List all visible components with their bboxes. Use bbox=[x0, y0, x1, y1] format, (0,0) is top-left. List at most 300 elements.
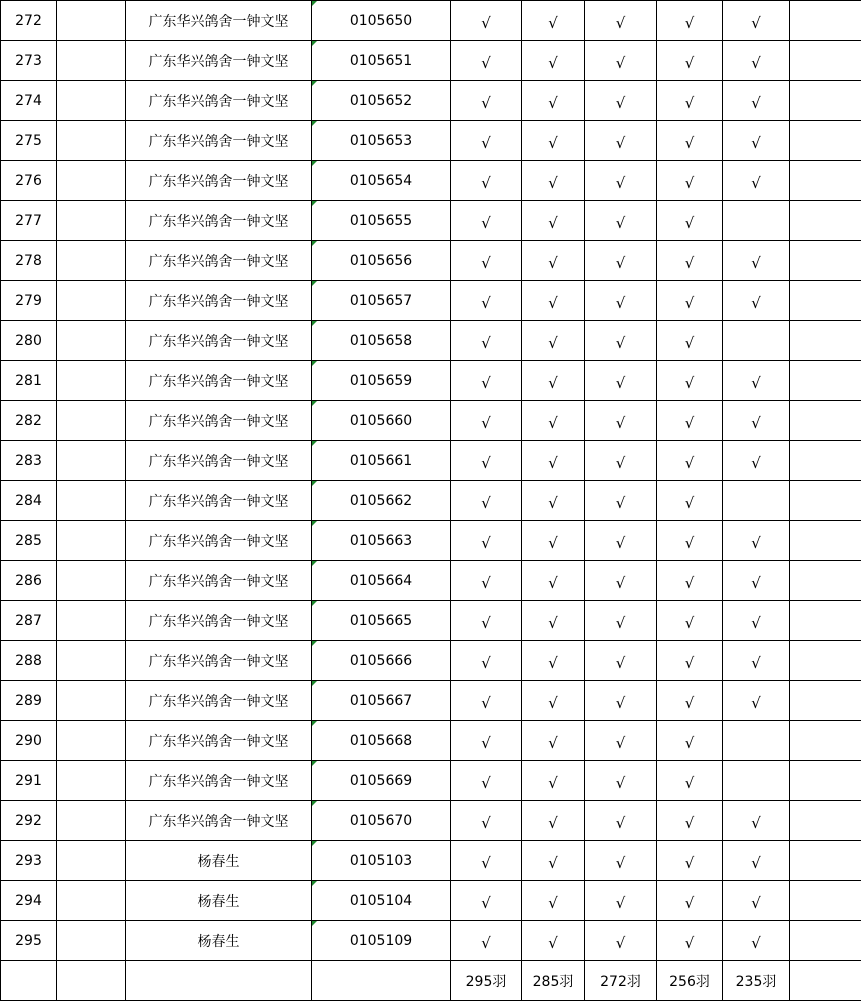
check-mark: √ bbox=[481, 373, 491, 392]
blank-cell[interactable] bbox=[790, 561, 861, 601]
check-cell-3[interactable] bbox=[585, 441, 657, 481]
check-cell-5[interactable] bbox=[723, 561, 790, 601]
check-cell-3[interactable] bbox=[585, 241, 657, 281]
owner-cell[interactable]: 杨春生 bbox=[126, 881, 312, 921]
owner-cell[interactable]: 广东华兴鸽舍一钟文坚 bbox=[126, 481, 312, 521]
check-cell-3[interactable] bbox=[585, 41, 657, 81]
blank-cell[interactable] bbox=[790, 401, 861, 441]
check-cell-4[interactable] bbox=[657, 281, 723, 321]
check-cell-1[interactable] bbox=[451, 841, 522, 881]
check-mark: √ bbox=[684, 733, 695, 752]
check-mark: √ bbox=[481, 893, 491, 912]
check-cell-4[interactable] bbox=[657, 361, 723, 401]
ring-number-cell[interactable]: 0105657 bbox=[312, 281, 451, 321]
ring-number-cell[interactable]: 0105665 bbox=[312, 601, 451, 641]
check-cell-2[interactable] bbox=[522, 521, 585, 561]
check-cell-5[interactable] bbox=[723, 841, 790, 881]
check-cell-3[interactable] bbox=[585, 1, 657, 41]
check-cell-3[interactable] bbox=[585, 761, 657, 801]
check-mark: √ bbox=[481, 93, 491, 112]
blank-cell[interactable] bbox=[790, 721, 861, 761]
check-cell-3[interactable] bbox=[585, 801, 657, 841]
ring-number-cell[interactable]: 0105104 bbox=[312, 881, 451, 921]
check-cell-2[interactable] bbox=[522, 1, 585, 41]
row-number-cell[interactable]: 272 bbox=[1, 1, 57, 41]
row-number-cell[interactable]: 274 bbox=[1, 81, 57, 121]
check-mark: √ bbox=[481, 53, 491, 72]
blank-cell[interactable] bbox=[790, 761, 861, 801]
check-cell-5[interactable] bbox=[723, 761, 790, 801]
ring-number-cell[interactable]: 0105651 bbox=[312, 41, 451, 81]
owner-cell[interactable]: 广东华兴鸽舍一钟文坚 bbox=[126, 121, 312, 161]
check-cell-1[interactable] bbox=[451, 321, 522, 361]
check-cell-5[interactable] bbox=[723, 801, 790, 841]
check-cell-4[interactable] bbox=[657, 1, 723, 41]
owner-cell[interactable]: 广东华兴鸽舍一钟文坚 bbox=[126, 681, 312, 721]
blank-cell[interactable] bbox=[790, 681, 861, 721]
owner-cell[interactable]: 广东华兴鸽舍一钟文坚 bbox=[126, 801, 312, 841]
check-cell-1[interactable] bbox=[451, 1, 522, 41]
check-mark: √ bbox=[615, 453, 626, 472]
ring-number-cell[interactable]: 0105667 bbox=[312, 681, 451, 721]
blank-cell[interactable] bbox=[790, 361, 861, 401]
check-cell-2[interactable] bbox=[522, 881, 585, 921]
check-cell-5[interactable] bbox=[723, 41, 790, 81]
blank-cell[interactable] bbox=[57, 761, 126, 801]
check-mark: √ bbox=[481, 493, 491, 512]
check-cell-1[interactable] bbox=[451, 801, 522, 841]
check-cell-2[interactable] bbox=[522, 161, 585, 201]
row-number-cell[interactable]: 295 bbox=[1, 921, 57, 961]
check-cell-3[interactable] bbox=[585, 161, 657, 201]
ring-number-cell[interactable]: 0105652 bbox=[312, 81, 451, 121]
check-cell-4[interactable] bbox=[657, 601, 723, 641]
owner-cell[interactable]: 广东华兴鸽舍一钟文坚 bbox=[126, 641, 312, 681]
check-cell-4[interactable] bbox=[657, 761, 723, 801]
check-cell-2[interactable] bbox=[522, 641, 585, 681]
check-mark: √ bbox=[684, 773, 695, 792]
blank-cell[interactable] bbox=[790, 281, 861, 321]
check-cell-4[interactable] bbox=[657, 161, 723, 201]
check-cell-3[interactable] bbox=[585, 521, 657, 561]
check-cell-4[interactable] bbox=[657, 441, 723, 481]
row-number-cell[interactable]: 289 bbox=[1, 681, 57, 721]
check-cell-3[interactable] bbox=[585, 201, 657, 241]
blank-cell[interactable] bbox=[57, 801, 126, 841]
check-cell-2[interactable] bbox=[522, 281, 585, 321]
check-cell-3[interactable] bbox=[585, 721, 657, 761]
ring-number-cell[interactable]: 0105668 bbox=[312, 721, 451, 761]
check-cell-2[interactable] bbox=[522, 481, 585, 521]
row-number-cell[interactable]: 280 bbox=[1, 321, 57, 361]
check-cell-1[interactable] bbox=[451, 881, 522, 921]
ring-number-cell[interactable]: 0105663 bbox=[312, 521, 451, 561]
check-cell-2[interactable] bbox=[522, 81, 585, 121]
blank-cell[interactable] bbox=[57, 841, 126, 881]
check-cell-5[interactable] bbox=[723, 161, 790, 201]
check-mark: √ bbox=[548, 733, 558, 752]
check-cell-1[interactable] bbox=[451, 441, 522, 481]
blank-cell[interactable] bbox=[790, 201, 861, 241]
owner-cell[interactable]: 广东华兴鸽舍一钟文坚 bbox=[126, 81, 312, 121]
check-cell-5[interactable] bbox=[723, 321, 790, 361]
check-cell-5[interactable] bbox=[723, 881, 790, 921]
check-cell-1[interactable] bbox=[451, 401, 522, 441]
check-mark: √ bbox=[548, 653, 558, 672]
check-cell-1[interactable] bbox=[451, 281, 522, 321]
blank-cell[interactable] bbox=[57, 281, 126, 321]
check-mark: √ bbox=[615, 53, 626, 72]
check-cell-3[interactable] bbox=[585, 321, 657, 361]
check-cell-1[interactable] bbox=[451, 121, 522, 161]
ring-number-cell[interactable]: 0105666 bbox=[312, 641, 451, 681]
check-cell-3[interactable] bbox=[585, 881, 657, 921]
blank-cell[interactable] bbox=[57, 321, 126, 361]
check-mark: √ bbox=[684, 333, 695, 352]
check-cell-5[interactable] bbox=[723, 681, 790, 721]
check-mark: √ bbox=[684, 693, 695, 712]
check-mark: √ bbox=[615, 733, 626, 752]
blank-cell[interactable] bbox=[57, 481, 126, 521]
check-mark: √ bbox=[548, 893, 558, 912]
owner-cell[interactable]: 广东华兴鸽舍一钟文坚 bbox=[126, 601, 312, 641]
totals-blank-cell[interactable] bbox=[126, 961, 312, 1001]
owner-cell[interactable]: 杨春生 bbox=[126, 841, 312, 881]
check-mark: √ bbox=[615, 893, 626, 912]
check-cell-3[interactable] bbox=[585, 281, 657, 321]
check-cell-5[interactable] bbox=[723, 441, 790, 481]
row-number-cell[interactable]: 288 bbox=[1, 641, 57, 681]
check-mark: √ bbox=[615, 813, 626, 832]
check-cell-2[interactable] bbox=[522, 41, 585, 81]
blank-cell[interactable] bbox=[790, 601, 861, 641]
check-cell-2[interactable] bbox=[522, 401, 585, 441]
blank-cell[interactable] bbox=[790, 321, 861, 361]
blank-cell[interactable] bbox=[57, 601, 126, 641]
row-number-cell[interactable]: 284 bbox=[1, 481, 57, 521]
check-cell-2[interactable] bbox=[522, 121, 585, 161]
totals-blank-cell[interactable] bbox=[1, 961, 57, 1001]
row-number-cell[interactable]: 283 bbox=[1, 441, 57, 481]
table-row bbox=[1, 161, 861, 201]
row-number-cell[interactable]: 293 bbox=[1, 841, 57, 881]
check-cell-5[interactable] bbox=[723, 121, 790, 161]
check-cell-1[interactable] bbox=[451, 361, 522, 401]
blank-cell[interactable] bbox=[57, 921, 126, 961]
row-number-cell[interactable]: 282 bbox=[1, 401, 57, 441]
check-mark: √ bbox=[684, 133, 695, 152]
check-cell-5[interactable] bbox=[723, 641, 790, 681]
row-number-cell[interactable]: 273 bbox=[1, 41, 57, 81]
check-cell-1[interactable] bbox=[451, 601, 522, 641]
check-mark: √ bbox=[751, 373, 761, 392]
check-cell-3[interactable] bbox=[585, 401, 657, 441]
table-row bbox=[1, 921, 861, 961]
row-number-cell[interactable]: 291 bbox=[1, 761, 57, 801]
blank-cell[interactable] bbox=[57, 361, 126, 401]
row-number-cell[interactable]: 281 bbox=[1, 361, 57, 401]
check-cell-5[interactable] bbox=[723, 721, 790, 761]
check-cell-1[interactable] bbox=[451, 521, 522, 561]
check-cell-3[interactable] bbox=[585, 361, 657, 401]
check-cell-4[interactable] bbox=[657, 81, 723, 121]
ring-number-cell[interactable]: 0105650 bbox=[312, 1, 451, 41]
blank-cell[interactable] bbox=[790, 921, 861, 961]
blank-cell[interactable] bbox=[57, 721, 126, 761]
check-cell-2[interactable] bbox=[522, 361, 585, 401]
row-number-cell[interactable]: 275 bbox=[1, 121, 57, 161]
check-cell-5[interactable] bbox=[723, 921, 790, 961]
blank-cell[interactable] bbox=[790, 801, 861, 841]
check-cell-2[interactable] bbox=[522, 721, 585, 761]
ring-number-cell[interactable]: 0105662 bbox=[312, 481, 451, 521]
owner-cell[interactable]: 广东华兴鸽舍一钟文坚 bbox=[126, 721, 312, 761]
check-cell-4[interactable] bbox=[657, 121, 723, 161]
check-cell-1[interactable] bbox=[451, 761, 522, 801]
check-cell-5[interactable] bbox=[723, 401, 790, 441]
check-cell-1[interactable] bbox=[451, 641, 522, 681]
check-cell-5[interactable] bbox=[723, 281, 790, 321]
owner-cell[interactable]: 杨春生 bbox=[126, 921, 312, 961]
owner-cell[interactable]: 广东华兴鸽舍一钟文坚 bbox=[126, 441, 312, 481]
totals-blank-cell[interactable] bbox=[57, 961, 126, 1001]
owner-cell[interactable]: 广东华兴鸽舍一钟文坚 bbox=[126, 201, 312, 241]
check-cell-4[interactable] bbox=[657, 681, 723, 721]
owner-cell[interactable]: 广东华兴鸽舍一钟文坚 bbox=[126, 401, 312, 441]
check-cell-3[interactable] bbox=[585, 841, 657, 881]
check-cell-3[interactable] bbox=[585, 481, 657, 521]
blank-cell[interactable] bbox=[790, 1, 861, 41]
check-mark: √ bbox=[684, 253, 695, 272]
blank-cell[interactable] bbox=[57, 681, 126, 721]
check-cell-4[interactable] bbox=[657, 401, 723, 441]
check-mark: √ bbox=[615, 653, 626, 672]
ring-number-cell[interactable]: 0105659 bbox=[312, 361, 451, 401]
check-mark: √ bbox=[615, 253, 626, 272]
ring-number-cell[interactable]: 0105654 bbox=[312, 161, 451, 201]
check-mark: √ bbox=[615, 493, 626, 512]
row-number-cell[interactable]: 287 bbox=[1, 601, 57, 641]
check-cell-4[interactable] bbox=[657, 641, 723, 681]
blank-cell[interactable] bbox=[790, 41, 861, 81]
ring-number-cell[interactable]: 0105656 bbox=[312, 241, 451, 281]
check-cell-2[interactable] bbox=[522, 321, 585, 361]
blank-cell[interactable] bbox=[57, 161, 126, 201]
blank-cell[interactable] bbox=[57, 641, 126, 681]
ring-number-cell[interactable]: 0105670 bbox=[312, 801, 451, 841]
blank-cell[interactable] bbox=[57, 441, 126, 481]
blank-cell[interactable] bbox=[57, 561, 126, 601]
check-cell-3[interactable] bbox=[585, 81, 657, 121]
check-cell-4[interactable] bbox=[657, 521, 723, 561]
row-number-cell[interactable]: 292 bbox=[1, 801, 57, 841]
check-cell-5[interactable] bbox=[723, 601, 790, 641]
ring-number-cell[interactable]: 0105660 bbox=[312, 401, 451, 441]
table-row bbox=[1, 1, 861, 41]
check-cell-1[interactable] bbox=[451, 241, 522, 281]
blank-cell[interactable] bbox=[790, 521, 861, 561]
table-row bbox=[1, 321, 861, 361]
ring-number-cell[interactable]: 0105655 bbox=[312, 201, 451, 241]
check-cell-3[interactable] bbox=[585, 641, 657, 681]
ring-number-cell[interactable]: 0105103 bbox=[312, 841, 451, 881]
check-mark: √ bbox=[684, 173, 695, 192]
owner-cell[interactable]: 广东华兴鸽舍一钟文坚 bbox=[126, 321, 312, 361]
check-mark: √ bbox=[548, 813, 558, 832]
check-cell-3[interactable] bbox=[585, 121, 657, 161]
row-number-cell[interactable]: 278 bbox=[1, 241, 57, 281]
blank-cell[interactable] bbox=[57, 201, 126, 241]
table-row bbox=[1, 801, 861, 841]
check-mark: √ bbox=[615, 533, 626, 552]
check-mark: √ bbox=[481, 533, 491, 552]
check-cell-2[interactable] bbox=[522, 681, 585, 721]
row-number-cell[interactable]: 294 bbox=[1, 881, 57, 921]
owner-cell[interactable]: 广东华兴鸽舍一钟文坚 bbox=[126, 361, 312, 401]
check-cell-4[interactable] bbox=[657, 561, 723, 601]
check-cell-2[interactable] bbox=[522, 801, 585, 841]
check-cell-2[interactable] bbox=[522, 921, 585, 961]
total-col-3[interactable]: 272羽 bbox=[585, 961, 657, 1001]
ring-number-cell[interactable]: 0105653 bbox=[312, 121, 451, 161]
check-mark: √ bbox=[548, 133, 558, 152]
check-cell-1[interactable] bbox=[451, 481, 522, 521]
check-cell-5[interactable] bbox=[723, 1, 790, 41]
table-row bbox=[1, 761, 861, 801]
owner-cell[interactable]: 广东华兴鸽舍一钟文坚 bbox=[126, 761, 312, 801]
blank-cell[interactable] bbox=[57, 41, 126, 81]
totals-blank-cell[interactable] bbox=[312, 961, 451, 1001]
blank-cell[interactable] bbox=[57, 1, 126, 41]
blank-cell[interactable] bbox=[57, 521, 126, 561]
check-cell-1[interactable] bbox=[451, 681, 522, 721]
check-cell-1[interactable] bbox=[451, 201, 522, 241]
owner-cell[interactable]: 广东华兴鸽舍一钟文坚 bbox=[126, 281, 312, 321]
check-cell-1[interactable] bbox=[451, 161, 522, 201]
check-cell-4[interactable] bbox=[657, 721, 723, 761]
table-row bbox=[1, 641, 861, 681]
totals-blank-cell[interactable] bbox=[790, 961, 861, 1001]
check-cell-4[interactable] bbox=[657, 841, 723, 881]
blank-cell[interactable] bbox=[790, 161, 861, 201]
check-cell-1[interactable] bbox=[451, 561, 522, 601]
blank-cell[interactable] bbox=[57, 121, 126, 161]
total-col-5[interactable]: 235羽 bbox=[723, 961, 790, 1001]
check-cell-4[interactable] bbox=[657, 201, 723, 241]
owner-cell[interactable]: 广东华兴鸽舍一钟文坚 bbox=[126, 1, 312, 41]
table-row bbox=[1, 441, 861, 481]
owner-cell[interactable]: 广东华兴鸽舍一钟文坚 bbox=[126, 561, 312, 601]
check-cell-1[interactable] bbox=[451, 721, 522, 761]
row-number-cell[interactable]: 286 bbox=[1, 561, 57, 601]
check-cell-5[interactable] bbox=[723, 521, 790, 561]
ring-number-cell[interactable]: 0105109 bbox=[312, 921, 451, 961]
blank-cell[interactable] bbox=[790, 481, 861, 521]
blank-cell[interactable] bbox=[790, 241, 861, 281]
check-mark: √ bbox=[751, 453, 761, 472]
blank-cell[interactable] bbox=[57, 401, 126, 441]
blank-cell[interactable] bbox=[790, 441, 861, 481]
check-cell-2[interactable] bbox=[522, 561, 585, 601]
check-cell-3[interactable] bbox=[585, 601, 657, 641]
check-mark: √ bbox=[481, 653, 491, 672]
check-cell-5[interactable] bbox=[723, 481, 790, 521]
check-mark: √ bbox=[615, 13, 626, 32]
check-mark: √ bbox=[615, 933, 626, 952]
total-col-2[interactable]: 285羽 bbox=[522, 961, 585, 1001]
check-mark: √ bbox=[548, 173, 558, 192]
blank-cell[interactable] bbox=[790, 121, 861, 161]
total-col-4[interactable]: 256羽 bbox=[657, 961, 723, 1001]
check-cell-1[interactable] bbox=[451, 41, 522, 81]
check-cell-5[interactable] bbox=[723, 201, 790, 241]
ring-number-cell[interactable]: 0105658 bbox=[312, 321, 451, 361]
check-mark: √ bbox=[615, 173, 626, 192]
ring-number-cell[interactable]: 0105669 bbox=[312, 761, 451, 801]
check-cell-4[interactable] bbox=[657, 881, 723, 921]
check-cell-3[interactable] bbox=[585, 561, 657, 601]
check-cell-1[interactable] bbox=[451, 81, 522, 121]
check-cell-1[interactable] bbox=[451, 921, 522, 961]
blank-cell[interactable] bbox=[57, 241, 126, 281]
check-cell-2[interactable] bbox=[522, 441, 585, 481]
check-cell-3[interactable] bbox=[585, 921, 657, 961]
ring-number-cell[interactable]: 0105664 bbox=[312, 561, 451, 601]
check-mark: √ bbox=[615, 133, 626, 152]
check-mark: √ bbox=[615, 213, 626, 232]
check-mark: √ bbox=[548, 413, 558, 432]
row-number-cell[interactable]: 285 bbox=[1, 521, 57, 561]
blank-cell[interactable] bbox=[790, 881, 861, 921]
check-cell-2[interactable] bbox=[522, 241, 585, 281]
row-number-cell[interactable]: 276 bbox=[1, 161, 57, 201]
blank-cell[interactable] bbox=[57, 881, 126, 921]
check-cell-2[interactable] bbox=[522, 601, 585, 641]
owner-cell[interactable]: 广东华兴鸽舍一钟文坚 bbox=[126, 161, 312, 201]
blank-cell[interactable] bbox=[790, 841, 861, 881]
check-mark: √ bbox=[751, 573, 761, 592]
check-mark: √ bbox=[684, 533, 695, 552]
owner-cell[interactable]: 广东华兴鸽舍一钟文坚 bbox=[126, 521, 312, 561]
check-cell-5[interactable] bbox=[723, 361, 790, 401]
blank-cell[interactable] bbox=[57, 81, 126, 121]
check-cell-5[interactable] bbox=[723, 81, 790, 121]
check-cell-5[interactable] bbox=[723, 241, 790, 281]
check-cell-4[interactable] bbox=[657, 921, 723, 961]
check-cell-4[interactable] bbox=[657, 801, 723, 841]
check-cell-4[interactable] bbox=[657, 321, 723, 361]
row-number-cell[interactable]: 277 bbox=[1, 201, 57, 241]
owner-cell[interactable]: 广东华兴鸽舍一钟文坚 bbox=[126, 41, 312, 81]
row-number-cell[interactable]: 279 bbox=[1, 281, 57, 321]
row-number-cell[interactable]: 290 bbox=[1, 721, 57, 761]
check-cell-2[interactable] bbox=[522, 761, 585, 801]
check-cell-2[interactable] bbox=[522, 841, 585, 881]
check-cell-4[interactable] bbox=[657, 241, 723, 281]
total-col-1[interactable]: 295羽 bbox=[451, 961, 522, 1001]
blank-cell[interactable] bbox=[790, 81, 861, 121]
check-mark: √ bbox=[751, 893, 761, 912]
check-mark: √ bbox=[548, 373, 558, 392]
check-cell-2[interactable] bbox=[522, 201, 585, 241]
blank-cell[interactable] bbox=[790, 641, 861, 681]
owner-cell[interactable]: 广东华兴鸽舍一钟文坚 bbox=[126, 241, 312, 281]
check-cell-4[interactable] bbox=[657, 481, 723, 521]
check-mark: √ bbox=[481, 453, 491, 472]
check-cell-4[interactable] bbox=[657, 41, 723, 81]
ring-number-cell[interactable]: 0105661 bbox=[312, 441, 451, 481]
check-cell-3[interactable] bbox=[585, 681, 657, 721]
